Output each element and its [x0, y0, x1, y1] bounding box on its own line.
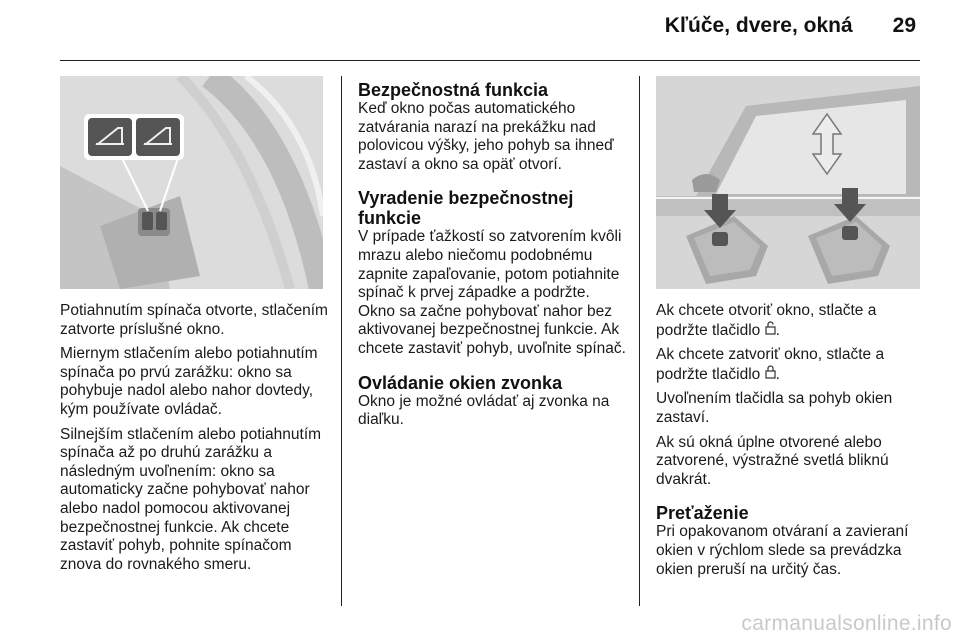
page-header — [665, 14, 916, 38]
column-1 — [60, 302, 332, 580]
col2-paragraph-3: Okno je možné ovládať aj zvonka na diaľku. — [358, 392, 610, 429]
column-divider-right — [639, 76, 640, 606]
remote-key-figure — [656, 76, 920, 289]
col1-paragraph-2: Miernym stlačením alebo potiahnutím spínača po prvú zarážku: okno sa pohybuje nadol alebo nahor dovtedy, kým používate ovládač. — [60, 345, 318, 418]
unlock-button-icon — [765, 321, 776, 337]
col1-paragraph-3: Silnejším stlačením alebo potiahnutím spínača až po druhú zarážku a následným uvoľnením: okno sa automaticky začne pohybovať nahor alebo nadol pomocou aktivovanej bezpečnostnej funkcie. Ak chcete zastaviť pohyb, pohnite spínačom znova do rovnakého smeru. — [60, 425, 322, 573]
col2-paragraph-1: Keď okno počas automatického zatvárania narazí na prekážku nad polovicou výšky, jeho pohyb sa ihneď zastaví a okno sa opäť otvorí. — [358, 100, 614, 173]
lock-button-icon — [765, 365, 776, 381]
col1-paragraph-1: Potiahnutím spínača otvorte, stlačením zatvorte príslušné okno. — [60, 302, 328, 338]
header-divider — [60, 60, 920, 61]
window-switch-illustration — [60, 76, 323, 289]
col3-paragraph-close — [656, 346, 928, 384]
remote-key-illustration — [656, 76, 920, 289]
watermark: carmanualsonline.info — [741, 612, 952, 635]
section-heading-safety: Bezpečnostná funkcia — [358, 80, 549, 100]
window-switch-figure — [60, 76, 323, 289]
col3-paragraph-3: Uvoľnením tlačidla sa pohyb okien zastaví. — [656, 390, 893, 426]
col3-paragraph-4: Ak sú okná úplne otvorené alebo zatvorené, výstražné svetlá bliknú dvakrát. — [656, 433, 889, 488]
col3-paragraph-5: Pri opakovanom otváraní a zavieraní okien v rýchlom slede sa prevádzka okien preruší na určitý čas. — [656, 523, 909, 578]
col2-paragraph-2: V prípade ťažkostí so zatvorením kvôli mrazu alebo niečomu podobnému zapnite zapaľovanie, potom potiahnite spínač k prvej západke a podržte. Okno sa začne pohybovať nahor bez aktivovanej bezpečnostnej funkcie. Ak chcete zastaviť pohyb, uvoľnite spínač. — [358, 228, 626, 357]
column-2 — [358, 80, 630, 436]
col3-close-text: Ak chcete zatvoriť okno, stlačte a podržte tlačidlo — [656, 346, 885, 383]
section-heading-disable-safety: Vyradenie bezpečnostnej funkcie — [358, 188, 574, 229]
col3-close-end: . — [775, 365, 780, 383]
page-number: 29 — [892, 14, 916, 37]
page-title: Kľúče, dvere, okná — [664, 14, 853, 37]
column-divider-left — [341, 76, 342, 606]
section-heading-overload: Preťaženie — [656, 503, 749, 524]
column-3 — [656, 302, 928, 585]
col3-paragraph-open — [656, 302, 928, 340]
col3-open-text: Ak chcete otvoriť okno, stlačte a podržte tlačidlo — [656, 302, 877, 339]
col3-open-end: . — [775, 321, 780, 339]
section-heading-remote-control: Ovládanie okien zvonka — [358, 372, 563, 393]
